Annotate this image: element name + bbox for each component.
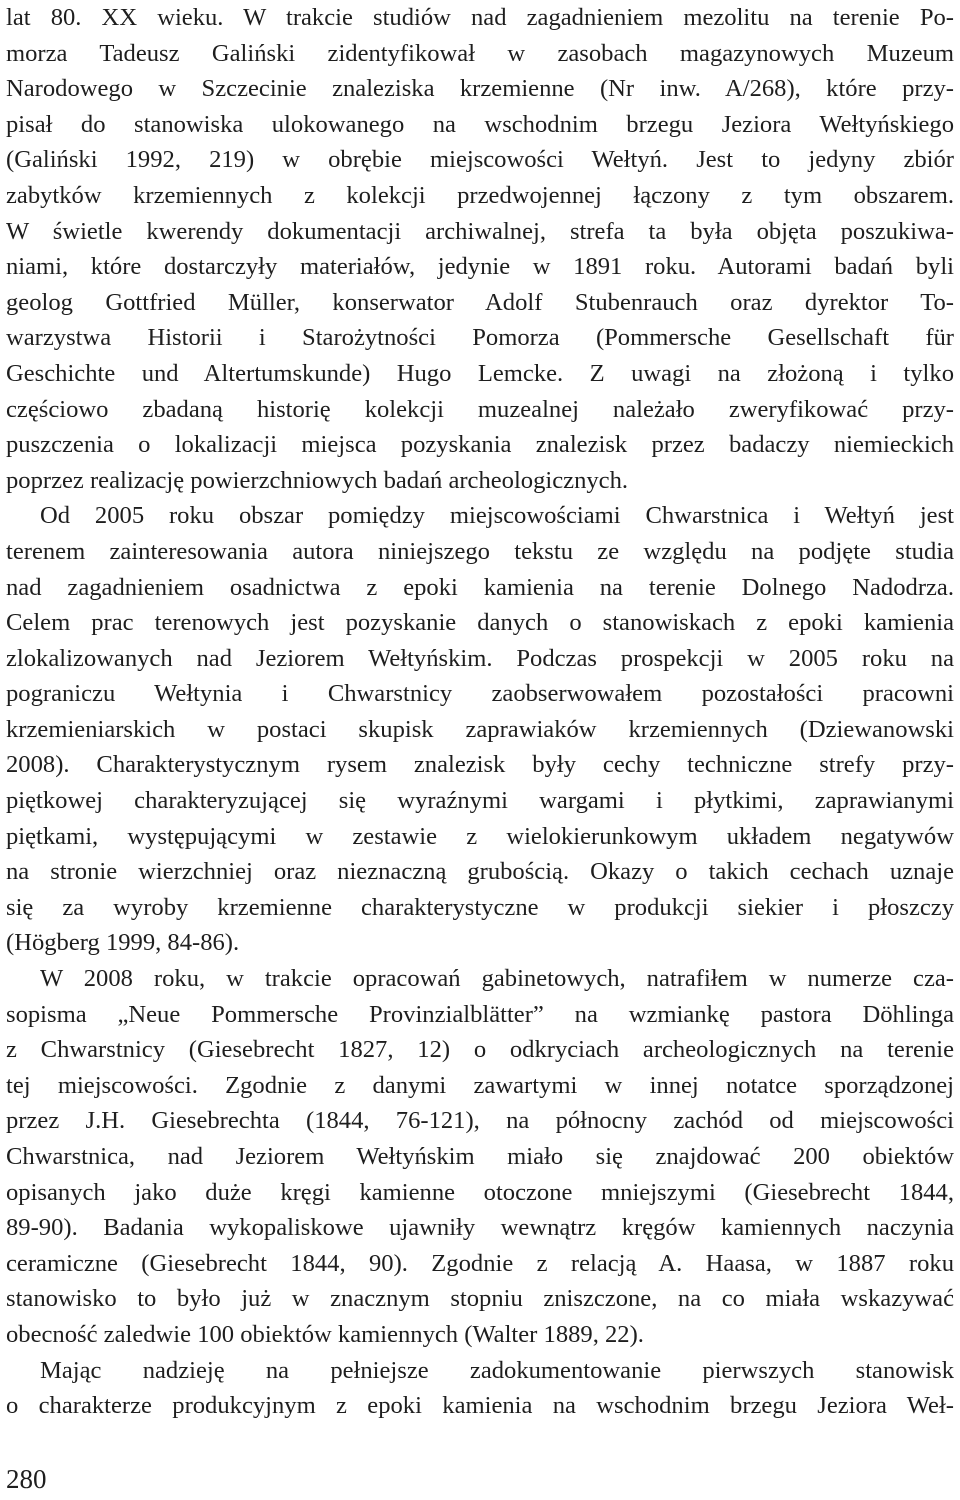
paragraph	[6, 1353, 954, 1424]
text-line: Geschichte und Altertumskunde) Hugo Lemcke. Z uwagi na złożoną i tylko	[6, 359, 954, 387]
text-line: (Högberg 1999, 84-86).	[6, 929, 240, 957]
text-line: (Galiński 1992, 219) w obrębie miejscowości Wełtyń. Jest to jedyny zbiór	[6, 146, 954, 174]
text-line: nad zagadnieniem osadnictwa z epoki kamienia na terenie Dolnego Nadodrza.	[6, 573, 954, 601]
paragraph	[6, 0, 954, 498]
text-line: Od 2005 roku obszar pomiędzy miejscowościami Chwarstnica i Wełtyń jest	[40, 502, 954, 530]
text-line: 2008). Charakterystycznym rysem znalezisk były cechy techniczne strefy przy-	[6, 751, 954, 779]
text-line: stanowisko to było już w znacznym stopniu zniszczone, na co miała wskazywać	[6, 1285, 954, 1313]
text-line: Mając nadzieję na pełniejsze zadokumentowanie pierwszych stanowisk	[40, 1356, 954, 1384]
text-line: warzystwa Historii i Starożytności Pomorza (Pommersche Gesellschaft für	[6, 324, 954, 352]
text-line: o charakterze produkcyjnym z epoki kamienia na wschodnim brzegu Jeziora Weł-	[6, 1392, 954, 1420]
text-line: terenem zainteresowania autora niniejszego tekstu ze względu na podjęte studia	[6, 537, 954, 565]
paragraph	[6, 498, 954, 961]
text-line: puszczenia o lokalizacji miejsca pozyskania znalezisk przez badaczy niemieckich	[6, 431, 954, 459]
paragraph	[6, 961, 954, 1353]
text-line: zabytków krzemiennych z kolekcji przedwojennej łączony z tym obszarem.	[6, 181, 954, 209]
body-text	[6, 0, 954, 1424]
text-line: 89-90). Badania wykopaliskowe ujawniły wewnątrz kręgów kamiennych naczynia	[6, 1214, 954, 1242]
text-line: obecność zaledwie 100 obiektów kamiennych (Walter 1889, 22).	[6, 1320, 644, 1348]
text-line: Narodowego w Szczecinie znaleziska krzemienne (Nr inw. A/268), które przy-	[6, 75, 954, 103]
text-line: tej miejscowości. Zgodnie z danymi zawartymi w innej notatce sporządzonej	[6, 1071, 954, 1099]
text-line: piętkami, występującymi w zestawie z wielokierunkowym układem negatywów	[6, 822, 954, 850]
text-line: morza Tadeusz Galiński zidentyfikował w zasobach magazynowych Muzeum	[6, 39, 954, 67]
text-line: na stronie wierzchniej oraz nieznaczną grubością. Okazy o takich cechach uznaje	[6, 858, 954, 886]
page-number: 280	[6, 1464, 47, 1494]
text-line: z Chwarstnicy (Giesebrecht 1827, 12) o odkryciach archeologicznych na terenie	[6, 1036, 954, 1064]
text-line: W świetle kwerendy dokumentacji archiwalnej, strefa ta była objęta poszukiwa-	[6, 217, 954, 245]
text-line: przez J.H. Giesebrechta (1844, 76-121), na północny zachód od miejscowości	[6, 1107, 954, 1135]
text-line: zlokalizowanych nad Jeziorem Wełtyńskim. Podczas prospekcji w 2005 roku na	[6, 644, 954, 672]
text-line: ceramiczne (Giesebrecht 1844, 90). Zgodnie z relacją A. Haasa, w 1887 roku	[6, 1249, 954, 1277]
text-line: częściowo zbadaną historię kolekcji muzealnej należało zweryfikować przy-	[6, 395, 954, 423]
text-line: Celem prac terenowych jest pozyskanie danych o stanowiskach z epoki kamienia	[6, 609, 954, 637]
document-page	[6, 0, 954, 1424]
text-line: poprzez realizację powierzchniowych badań archeologicznych.	[6, 466, 629, 494]
text-line: niami, które dostarczyły materiałów, jedynie w 1891 roku. Autorami badań byli	[6, 253, 954, 281]
text-line: pisał do stanowiska ulokowanego na wschodnim brzegu Jeziora Wełtyńskiego	[6, 110, 954, 138]
text-line: opisanych jako duże kręgi kamienne otoczone mniejszymi (Giesebrecht 1844,	[6, 1178, 954, 1206]
text-line: się za wyroby krzemienne charakterystyczne w produkcji siekier i płoszczy	[6, 893, 954, 921]
text-line: lat 80. XX wieku. W trakcie studiów nad zagadnieniem mezolitu na terenie Po-	[6, 4, 954, 31]
text-line: W 2008 roku, w trakcie opracowań gabinetowych, natrafiłem w numerze cza-	[40, 965, 954, 993]
text-line: Chwarstnica, nad Jeziorem Wełtyńskim miało się znajdować 200 obiektów	[6, 1143, 954, 1170]
text-line: krzemieniarskich w postaci skupisk zaprawiaków krzemiennych (Dziewanowski	[6, 715, 954, 743]
text-line: pograniczu Wełtynia i Chwarstnicy zaobserwowałem pozostałości pracowni	[6, 680, 954, 708]
text-line: sopisma „Neue Pommersche Provinzialblätter” na wzmiankę pastora Döhlinga	[6, 1000, 954, 1028]
text-line: geolog Gottfried Müller, konserwator Adolf Stubenrauch oraz dyrektor To-	[6, 288, 954, 316]
text-line: piętkowej charakteryzującej się wyraźnymi wargami i płytkimi, zaprawianymi	[6, 787, 954, 815]
